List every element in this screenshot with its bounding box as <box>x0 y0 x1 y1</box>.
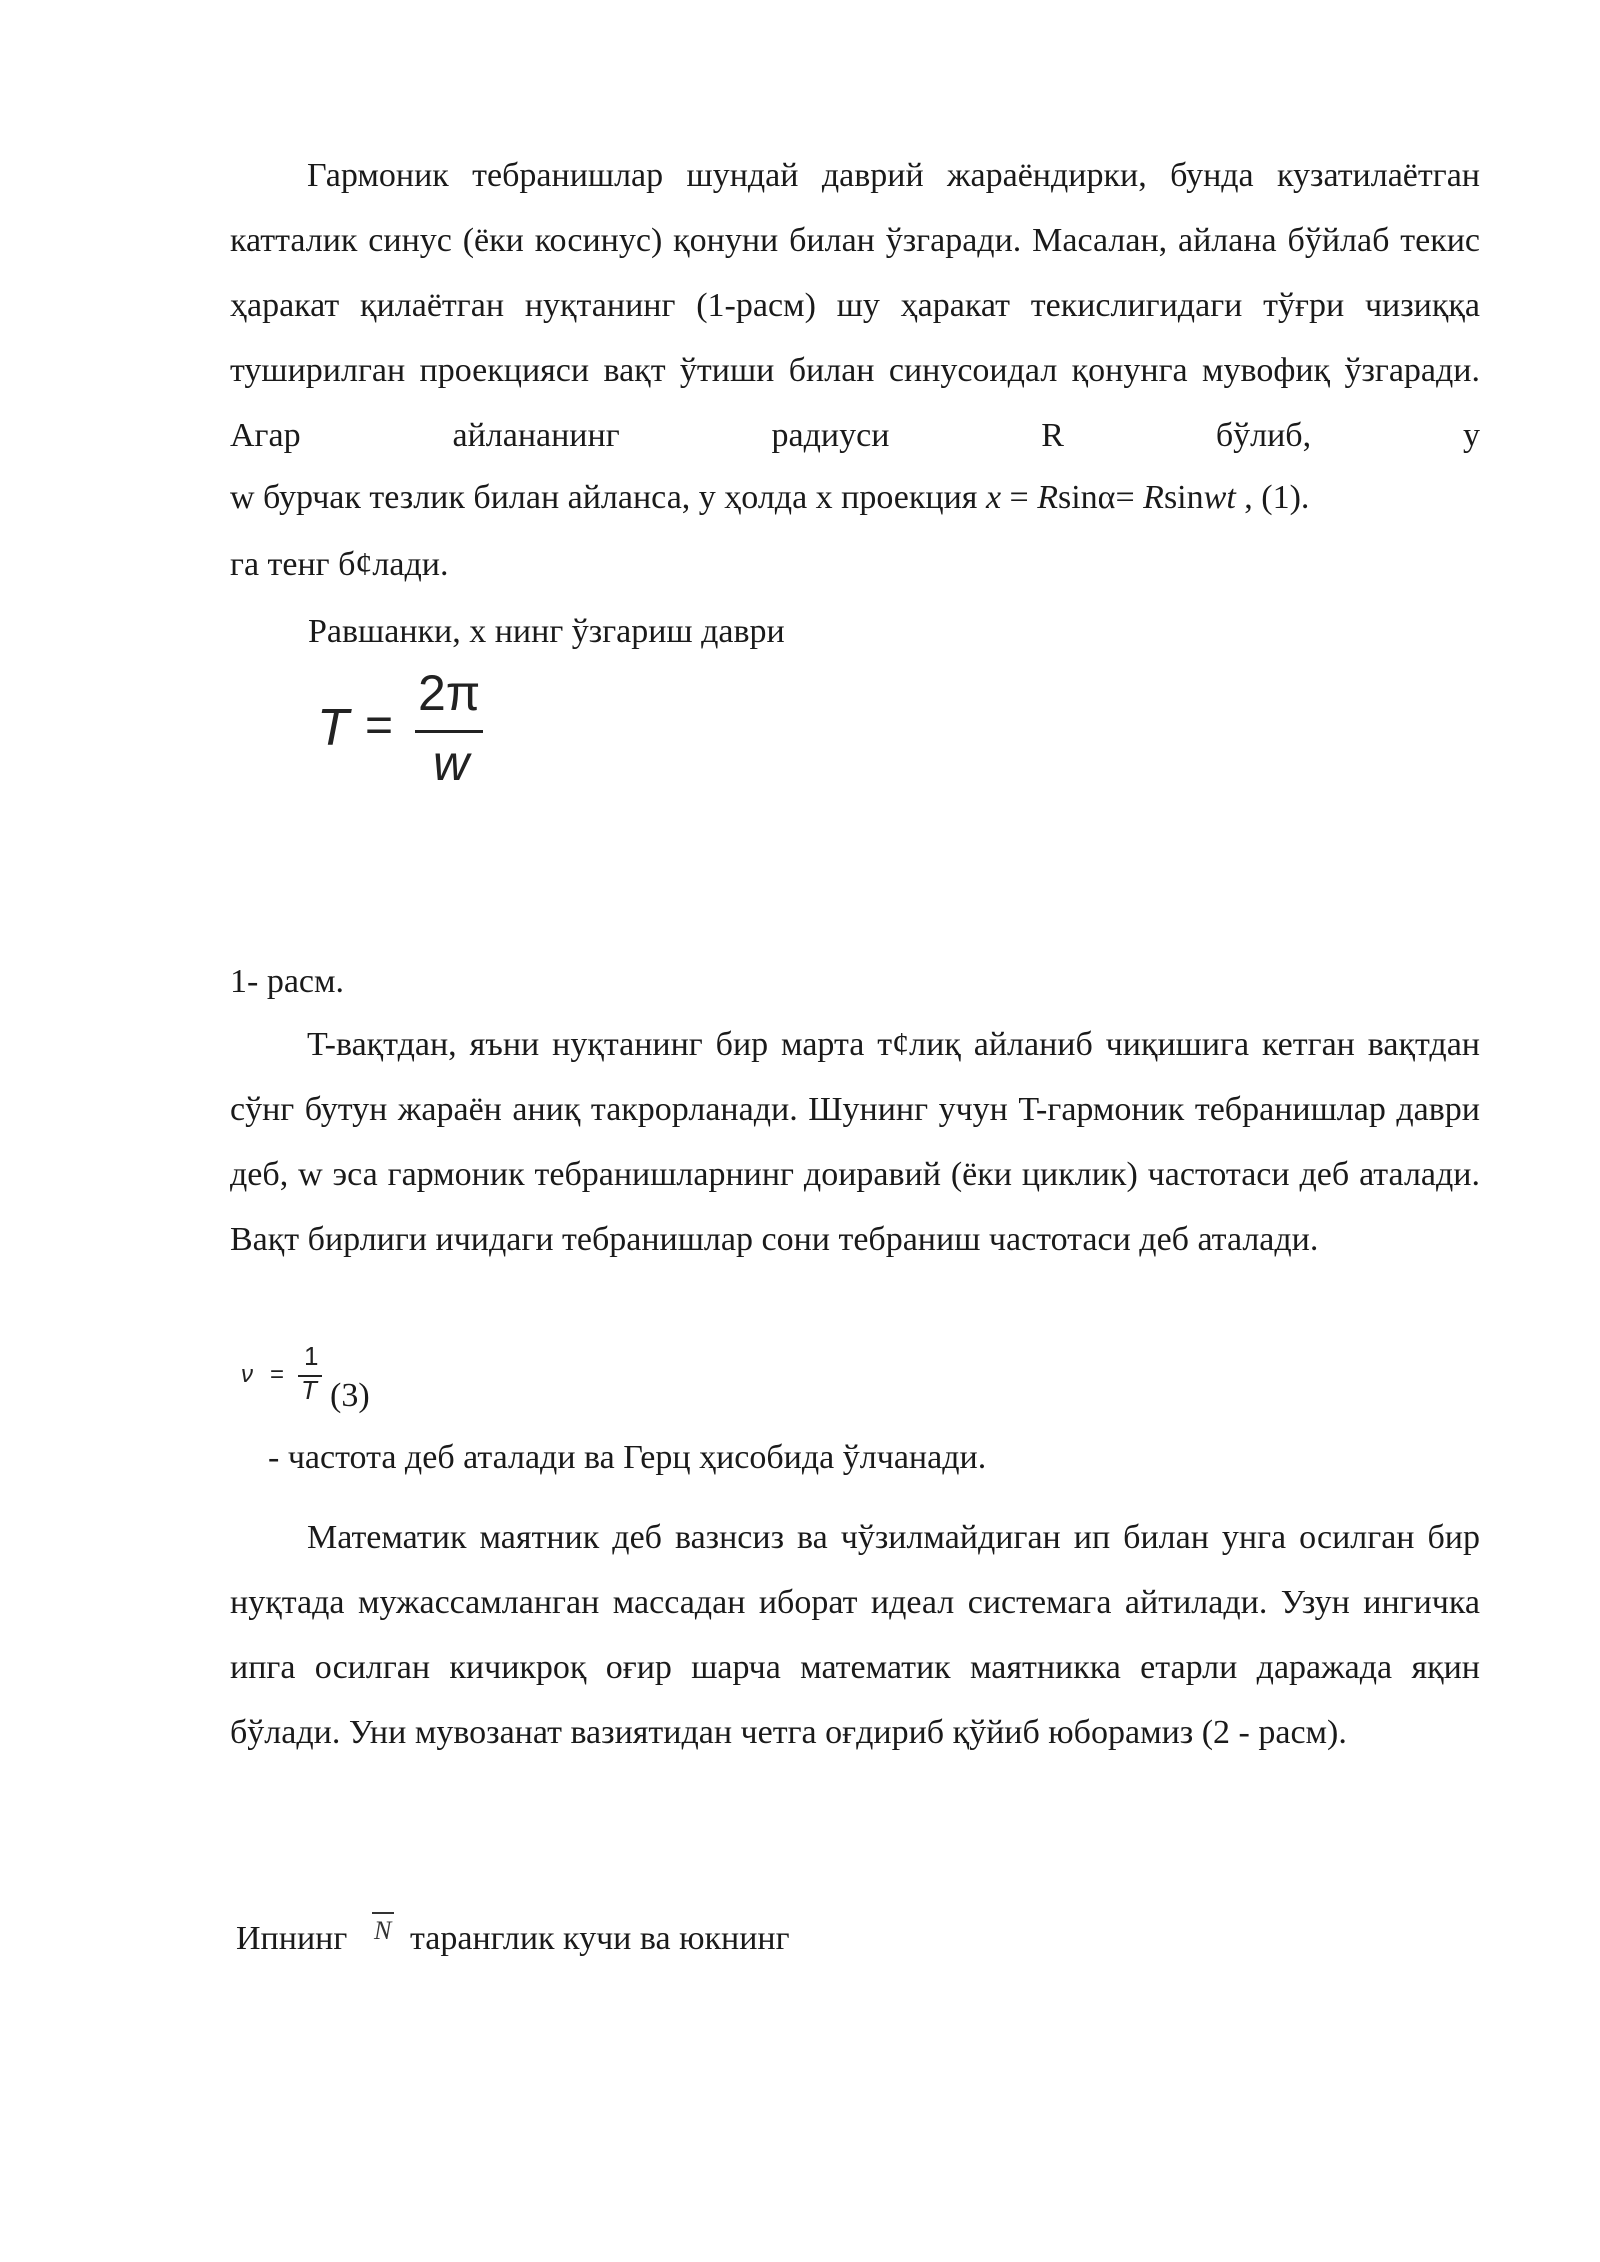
projection-text: w бурчак тезлик билан айланса, у ҳолда x проекция <box>230 479 986 516</box>
equals: = <box>1001 479 1038 516</box>
frequency-formula <box>238 1341 438 1425</box>
ipning-text: Ипнинг <box>236 1920 348 1957</box>
paragraph-period-frequency <box>230 1012 1480 1272</box>
formula-nu-numerator: 1 <box>304 1341 319 1371</box>
fraction-bar <box>415 730 483 733</box>
formula-T-denominator: w <box>433 735 470 791</box>
formula-T-lhs: T <box>317 699 349 757</box>
var-R: R <box>1037 479 1058 516</box>
tension-force-line <box>236 1912 936 1972</box>
overline <box>372 1912 394 1914</box>
equals-line: га тенг б¢лади. <box>230 546 449 583</box>
sin-alpha: sinα= <box>1058 479 1144 516</box>
formula-T-equals: = <box>365 699 394 752</box>
var-x: x <box>985 479 1002 516</box>
frequency-unit-line: - частота деб аталади ва Герц ҳисобида ўлчанади. <box>268 1439 987 1476</box>
var-R: R <box>1143 479 1164 516</box>
paragraph-text: Математик маятник деб вазнсиз ва чўзилмайдиган ип билан унга осилган бир нуқтада мужассамланган массадан иборат идеал системага айтилади. Узун ингичка ипга осилган кичикроқ оғир шарча математик маятникка етарли даражада яқин бўлади. Уни мувозанат вазиятидан четга оғдириб қўйиб юборамиз (2 - расм). <box>230 1519 1480 1751</box>
paragraph-pendulum <box>230 1505 1480 1765</box>
var-N: N <box>374 1916 392 1945</box>
formula-T-numerator: 2π <box>418 665 481 721</box>
tension-text: таранглик кучи ва юкнинг <box>410 1920 790 1957</box>
formula-nu-lhs: ν <box>241 1361 253 1388</box>
paragraph-text: Гармоник тебранишлар шундай даврий жараёндирки, бунда кузатилаётган катталик синус (ёки косинус) қонуни билан ўзгаради. Масалан, айлана бўйлаб текис ҳаракат қилаётган нуқтанинг (1-расм) шу ҳаракат текислигидаги тўғри чизиққа туширилган проекцияси вақт ўтиши билан синусоидал қонунга мувофиқ ўзгаради. Агар айлананинг радиуси R бўлиб, у <box>230 157 1480 454</box>
equation-number: , (1). <box>1235 479 1310 516</box>
paragraph-text: T-вақтдан, яъни нуқтанинг бир марта т¢лиқ айланиб чиқишига кетган вақтдан сўнг бутун жараён аниқ такрорланади. Шунинг учун T-гармоник тебранишлар даври деб, w эса гармоник тебранишларнинг доиравий (ёки циклик) частотаси деб аталади. Вақт бирлиги ичидаги тебранишлар сони тебраниш частотаси деб аталади. <box>230 1026 1480 1258</box>
figure-caption: 1- расм. <box>230 963 345 1000</box>
period-intro-line: Равшанки, x нинг ўзгариш даври <box>308 613 785 650</box>
period-formula <box>315 665 495 798</box>
formula-nu-equals: = <box>270 1361 285 1388</box>
paragraph-harmonic-definition <box>230 143 1480 468</box>
sin: sin <box>1163 479 1204 516</box>
projection-formula-line <box>230 478 1309 518</box>
formula-nu-denominator: T <box>301 1375 317 1405</box>
vector-N-symbol <box>372 1912 396 1952</box>
var-wt: wt <box>1203 479 1236 516</box>
equation-number: (3) <box>330 1377 370 1414</box>
